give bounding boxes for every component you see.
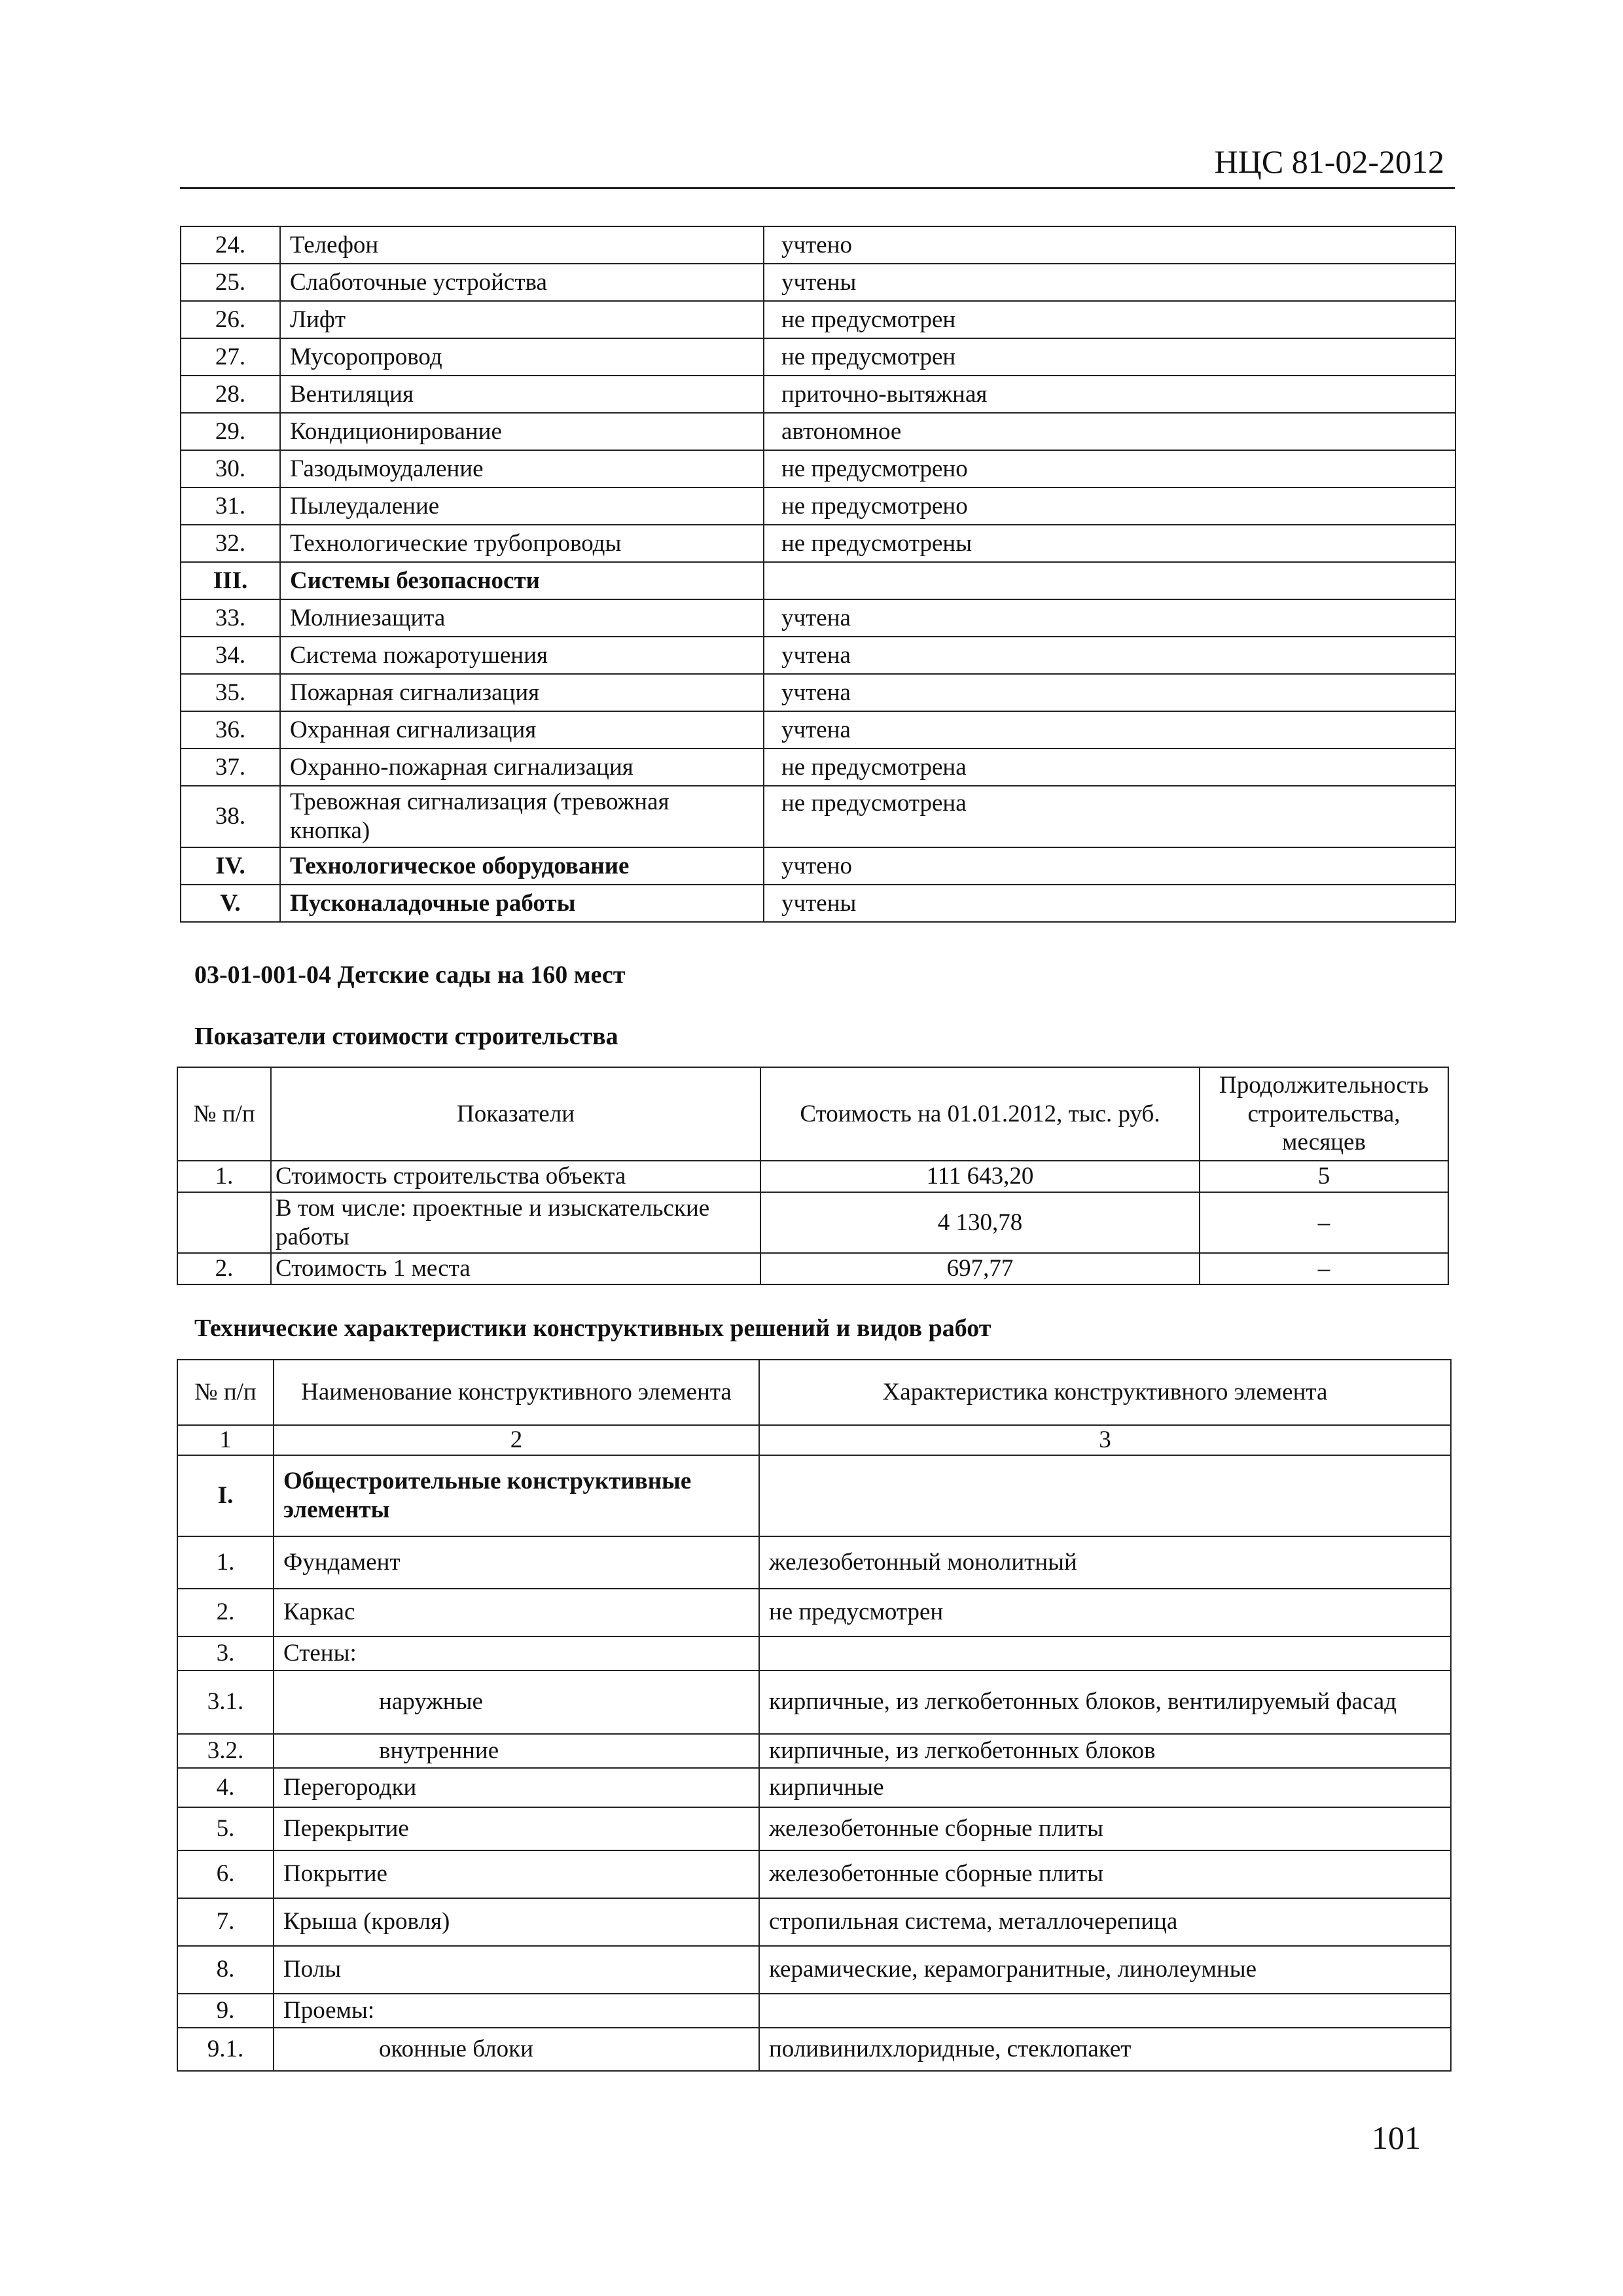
- column-number-row: [177, 1425, 1451, 1455]
- row-value: не предусмотрена: [764, 749, 1455, 786]
- table-row: [181, 264, 1455, 301]
- col-number: 3: [759, 1425, 1451, 1455]
- header-duration: Продолжительность строительства, месяцев: [1200, 1067, 1448, 1161]
- row-indicator: Стоимость 1 места: [271, 1253, 760, 1284]
- row-name: Пожарная сигнализация: [280, 674, 764, 711]
- row-value: не предусмотрены: [764, 525, 1455, 562]
- row-value: учтено: [764, 847, 1455, 885]
- row-number: IV.: [181, 847, 280, 885]
- row-characteristic: [759, 1636, 1451, 1670]
- document-code: НЦС 81-02-2012: [1214, 143, 1444, 180]
- row-characteristic: стропильная система, металлочерепица: [759, 1898, 1451, 1946]
- header-num: № п/п: [177, 1067, 271, 1161]
- row-name: Технологическое оборудование: [280, 847, 764, 885]
- row-duration: 5: [1200, 1161, 1448, 1192]
- row-cost: 4 130,78: [760, 1192, 1200, 1253]
- row-name: Тревожная сигнализация (тревожная кнопка): [280, 786, 764, 847]
- row-number: 6.: [177, 1850, 274, 1898]
- header-name: Наименование конструктивного элемента: [274, 1360, 759, 1425]
- page-number: 101: [1372, 2119, 1421, 2156]
- row-value: учтена: [764, 711, 1455, 749]
- row-number: 32.: [181, 525, 280, 562]
- row-number: 2.: [177, 1253, 271, 1284]
- row-characteristic: не предусмотрен: [759, 1589, 1451, 1636]
- table-row: [181, 749, 1455, 786]
- table-header-row: [177, 1067, 1448, 1161]
- row-number: 28.: [181, 376, 280, 413]
- row-number: 30.: [181, 450, 280, 487]
- row-number: 9.: [177, 1994, 274, 2028]
- table-row: [181, 525, 1455, 562]
- table-row: [177, 1161, 1448, 1192]
- row-element-name: Перекрытие: [274, 1807, 759, 1850]
- table-row: [177, 1636, 1451, 1670]
- row-number: 3.2.: [177, 1734, 274, 1768]
- row-number: 25.: [181, 264, 280, 301]
- row-number: [177, 1192, 271, 1253]
- table-row: [181, 226, 1455, 264]
- table-row: [177, 1807, 1451, 1850]
- row-number: 1.: [177, 1161, 271, 1192]
- table-row: [181, 487, 1455, 525]
- table-row: [177, 1898, 1451, 1946]
- row-characteristic: поливинилхлоридные, стеклопакет: [759, 2028, 1451, 2071]
- row-number: 3.: [177, 1636, 274, 1670]
- header-indicator: Показатели: [271, 1067, 760, 1161]
- tech-characteristics-table: [177, 1359, 1452, 2072]
- table-row: [177, 1994, 1451, 2028]
- row-value: не предусмотрен: [764, 301, 1455, 338]
- table-row: [181, 450, 1455, 487]
- row-value: не предусмотрено: [764, 487, 1455, 525]
- row-value: не предусмотрен: [764, 338, 1455, 376]
- table-row: [181, 562, 1455, 599]
- table-row: [177, 1455, 1451, 1536]
- row-number: 7.: [177, 1898, 274, 1946]
- table-row: [177, 1253, 1448, 1284]
- row-value: автономное: [764, 413, 1455, 450]
- row-number: 4.: [177, 1768, 274, 1807]
- tech-section-title: Технические характеристики конструктивных решений и видов работ: [194, 1315, 991, 1342]
- row-number: 38.: [181, 786, 280, 847]
- row-number: 27.: [181, 338, 280, 376]
- table-row: [177, 1946, 1451, 1994]
- row-element-name: внутренние: [274, 1734, 759, 1768]
- row-cost: 111 643,20: [760, 1161, 1200, 1192]
- row-number: 24.: [181, 226, 280, 264]
- table-row: [181, 637, 1455, 674]
- row-characteristic: [759, 1994, 1451, 2028]
- row-number: 36.: [181, 711, 280, 749]
- row-characteristic: кирпичные, из легкобетонных блоков, вентилируемый фасад: [759, 1670, 1451, 1734]
- row-element-name: Покрытие: [274, 1850, 759, 1898]
- row-name: Пылеудаление: [280, 487, 764, 525]
- row-element-name: Фундамент: [274, 1536, 759, 1589]
- row-number: 34.: [181, 637, 280, 674]
- row-indicator: В том числе: проектные и изыскательские работы: [271, 1192, 760, 1253]
- table-row: [177, 1734, 1451, 1768]
- row-number: 3.1.: [177, 1670, 274, 1734]
- row-cost: 697,77: [760, 1253, 1200, 1284]
- row-characteristic: [759, 1455, 1451, 1536]
- row-name: Молниезащита: [280, 599, 764, 637]
- row-name: Охранно-пожарная сигнализация: [280, 749, 764, 786]
- row-value: приточно-вытяжная: [764, 376, 1455, 413]
- section-title: 03-01-001-04 Детские сады на 160 мест: [194, 961, 626, 989]
- header-char: Характеристика конструктивного элемента: [759, 1360, 1451, 1425]
- row-element-name: Крыша (кровля): [274, 1898, 759, 1946]
- table-row: [181, 885, 1455, 922]
- row-number: 5.: [177, 1807, 274, 1850]
- row-value: [764, 562, 1455, 599]
- row-number: 26.: [181, 301, 280, 338]
- row-number: 37.: [181, 749, 280, 786]
- row-name: Мусоропровод: [280, 338, 764, 376]
- row-name: Лифт: [280, 301, 764, 338]
- row-duration: –: [1200, 1192, 1448, 1253]
- table-row: [181, 413, 1455, 450]
- table-row: [181, 338, 1455, 376]
- cost-indicators-table: [177, 1067, 1449, 1285]
- header-cost: Стоимость на 01.01.2012, тыс. руб.: [760, 1067, 1200, 1161]
- table-row: [181, 674, 1455, 711]
- row-value: учтена: [764, 674, 1455, 711]
- row-number: 31.: [181, 487, 280, 525]
- table-row: [177, 1192, 1448, 1253]
- row-number: 35.: [181, 674, 280, 711]
- row-value: не предусмотрено: [764, 450, 1455, 487]
- table-row: [177, 1670, 1451, 1734]
- table-row: [177, 1768, 1451, 1807]
- row-element-name: Перегородки: [274, 1768, 759, 1807]
- row-value: учтены: [764, 885, 1455, 922]
- row-duration: –: [1200, 1253, 1448, 1284]
- row-element-name: Каркас: [274, 1589, 759, 1636]
- table-row: [181, 786, 1455, 847]
- systems-table: [180, 226, 1456, 923]
- table-row: [177, 1536, 1451, 1589]
- page-header: [180, 137, 1455, 189]
- table-row: [181, 711, 1455, 749]
- row-value: учтена: [764, 637, 1455, 674]
- row-characteristic: кирпичные: [759, 1768, 1451, 1807]
- row-name: Пусконаладочные работы: [280, 885, 764, 922]
- table-row: [177, 2028, 1451, 2071]
- row-element-name: наружные: [274, 1670, 759, 1734]
- row-characteristic: кирпичные, из легкобетонных блоков: [759, 1734, 1451, 1768]
- row-characteristic: железобетонные сборные плиты: [759, 1850, 1451, 1898]
- table-row: [181, 376, 1455, 413]
- table-header-row: [177, 1360, 1451, 1425]
- row-element-name: Проемы:: [274, 1994, 759, 2028]
- table-row: [177, 1850, 1451, 1898]
- row-characteristic: железобетонный монолитный: [759, 1536, 1451, 1589]
- row-number: 9.1.: [177, 2028, 274, 2071]
- row-number: 29.: [181, 413, 280, 450]
- row-name: Система пожаротушения: [280, 637, 764, 674]
- row-name: Газодымоудаление: [280, 450, 764, 487]
- row-name: Телефон: [280, 226, 764, 264]
- table-row: [181, 301, 1455, 338]
- row-value: учтены: [764, 264, 1455, 301]
- row-element-name: Общестроительные конструктивные элементы: [274, 1455, 759, 1536]
- row-characteristic: керамические, керамогранитные, линолеумные: [759, 1946, 1451, 1994]
- cost-section-title: Показатели стоимости строительства: [194, 1023, 618, 1050]
- row-element-name: Полы: [274, 1946, 759, 1994]
- row-element-name: оконные блоки: [274, 2028, 759, 2071]
- row-value: учтено: [764, 226, 1455, 264]
- row-number: 8.: [177, 1946, 274, 1994]
- row-number: 33.: [181, 599, 280, 637]
- table-row: [181, 847, 1455, 885]
- row-number: V.: [181, 885, 280, 922]
- row-name: Вентиляция: [280, 376, 764, 413]
- row-name: Технологические трубопроводы: [280, 525, 764, 562]
- table-row: [177, 1589, 1451, 1636]
- row-characteristic: железобетонные сборные плиты: [759, 1807, 1451, 1850]
- row-name: Системы безопасности: [280, 562, 764, 599]
- row-name: Охранная сигнализация: [280, 711, 764, 749]
- row-number: III.: [181, 562, 280, 599]
- col-number: 2: [274, 1425, 759, 1455]
- table-row: [181, 599, 1455, 637]
- row-value: не предусмотрена: [764, 786, 1455, 847]
- row-value: учтена: [764, 599, 1455, 637]
- row-number: I.: [177, 1455, 274, 1536]
- header-num: № п/п: [177, 1360, 274, 1425]
- row-indicator: Стоимость строительства объекта: [271, 1161, 760, 1192]
- row-number: 1.: [177, 1536, 274, 1589]
- row-name: Кондиционирование: [280, 413, 764, 450]
- row-name: Слаботочные устройства: [280, 264, 764, 301]
- col-number: 1: [177, 1425, 274, 1455]
- row-element-name: Стены:: [274, 1636, 759, 1670]
- row-number: 2.: [177, 1589, 274, 1636]
